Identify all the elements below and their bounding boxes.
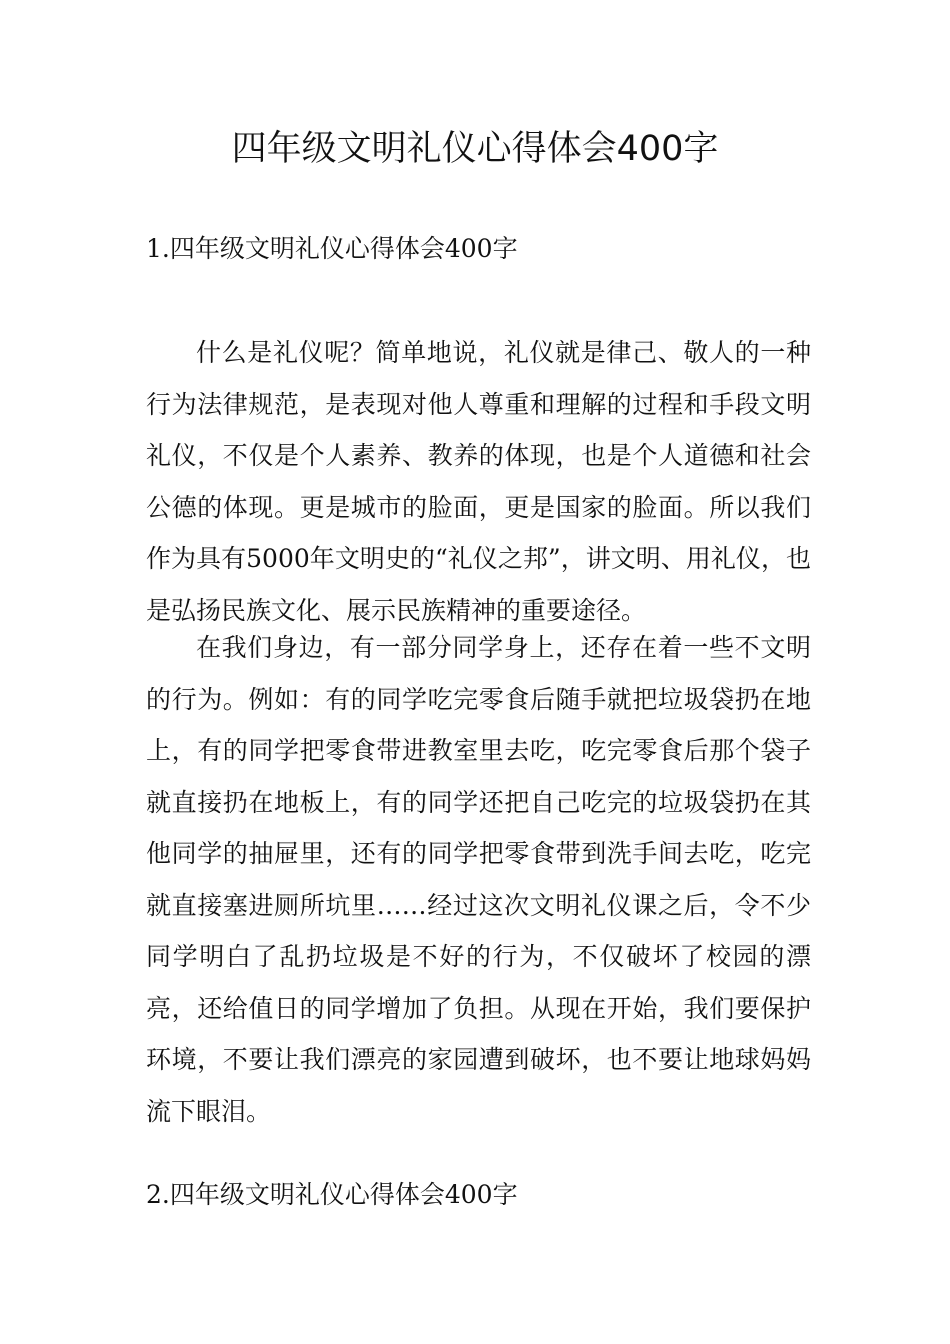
section-1-paragraph-1: 什么是礼仪呢？简单地说，礼仪就是律己、敬人的一种行为法律规范，是表现对他人尊重和理解的过程和手段文明礼仪，不仅是个人素养、教养的体现，也是个人道德和社会公德的体现。更是城市的脸面，更是国家的脸面。所以我们作为具有5000年文明史的“礼仪之邦”，讲文明、用礼仪，也是弘扬民族文化、展示民族精神的重要途径。 [146,338,811,625]
document-title: 四年级文明礼仪心得体会400字 [231,129,719,169]
section-1-heading: 1.四年级文明礼仪心得体会400字 [146,234,518,263]
section-1-paragraph-2: 在我们身边，有一部分同学身上，还存在着一些不文明的行为。例如：有的同学吃完零食后随手就把垃圾袋扔在地上，有的同学把零食带进教室里去吃，吃完零食后那个袋子就直接扔在地板上，有的同学还把自己吃完的垃圾袋扔在其他同学的抽屉里，还有的同学把零食带到洗手间去吃，吃完就直接塞进厕所坑里……经过这次文明礼仪课之后，令不少同学明白了乱扔垃圾是不好的行为，不仅破坏了校园的漂亮，还给值日的同学增加了负担。从现在开始，我们要保护环境，不要让我们漂亮的家园遭到破坏，也不要让地球妈妈流下眼泪。 [146,633,811,1126]
section-2-heading: 2.四年级文明礼仪心得体会400字 [146,1180,518,1209]
